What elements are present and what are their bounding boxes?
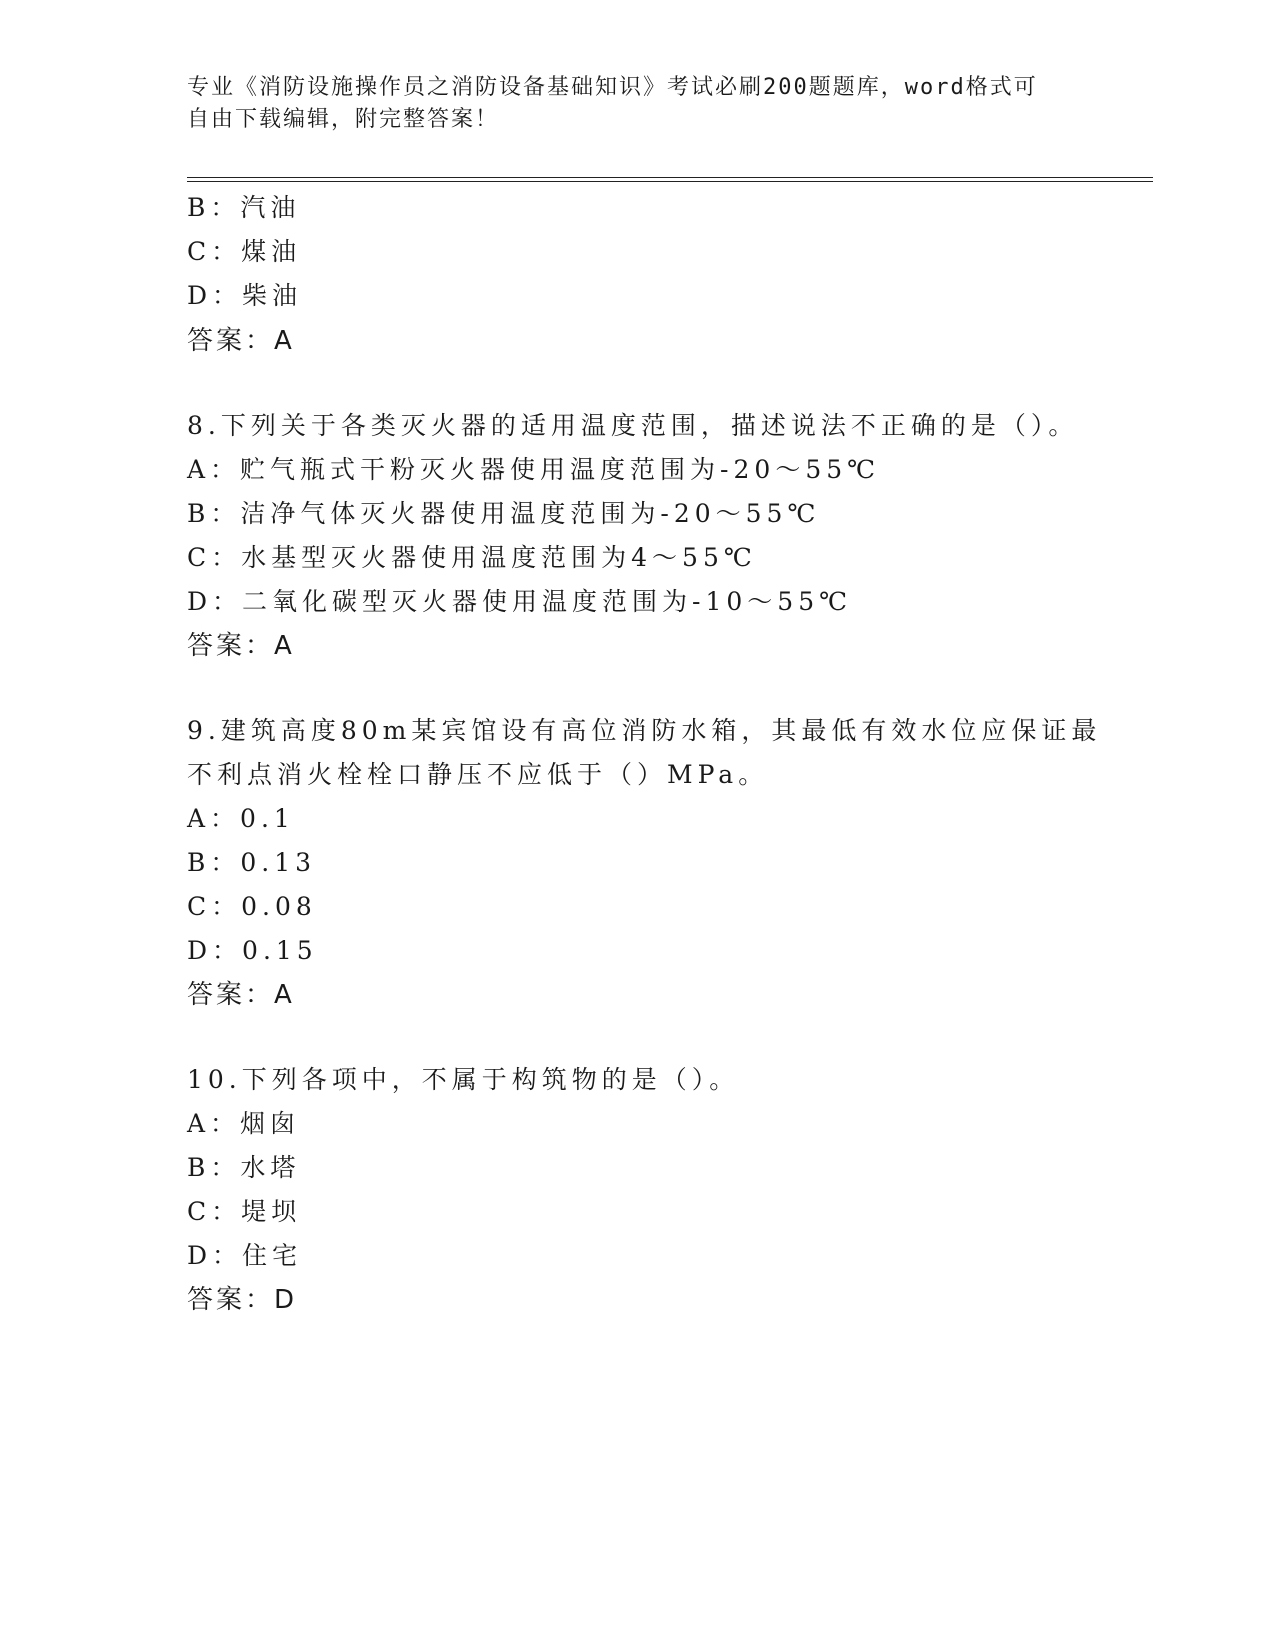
header-divider-top (187, 177, 1153, 178)
q7-option-c: C：煤油 (187, 237, 302, 266)
q10-option-d: D：住宅 (187, 1241, 303, 1270)
q10-option-a: A：烟囱 (187, 1109, 301, 1138)
q10-option-c: C：堤坝 (187, 1197, 302, 1226)
q7-option-b: B：汽油 (187, 193, 301, 222)
q8-option-c: C：水基型灭火器使用温度范围为4～55℃ (187, 543, 757, 572)
q9-option-d: D：0.15 (187, 936, 318, 965)
q8-option-d: D：二氧化碳型灭火器使用温度范围为-10～55℃ (187, 587, 853, 616)
q8-answer: 答案：A (187, 631, 295, 661)
q7-answer: 答案：A (187, 326, 295, 356)
q8-option-a: A：贮气瓶式干粉灭火器使用温度范围为-20～55℃ (187, 455, 881, 484)
header-divider-bottom (187, 181, 1153, 182)
q9-stem-line-1: 9.建筑高度80m某宾馆设有高位消防水箱，其最低有效水位应保证最 (187, 716, 1102, 745)
q10-option-b: B：水塔 (187, 1153, 301, 1182)
q8-stem: 8.下列关于各类灭火器的适用温度范围，描述说法不正确的是（）。 (187, 411, 1079, 440)
q9-option-a: A：0.1 (187, 804, 295, 833)
page-header (187, 72, 1067, 136)
header-line-1: 专业《消防设施操作员之消防设备基础知识》考试必刷200题题库，word格式可 (187, 75, 1038, 100)
q10-stem: 10.下列各项中，不属于构筑物的是（）。 (187, 1065, 740, 1094)
header-line-2: 自由下载编辑，附完整答案！ (187, 107, 500, 132)
q7-option-d: D：柴油 (187, 281, 303, 310)
q9-option-b: B：0.13 (187, 848, 317, 877)
q8-option-b: B：洁净气体灭火器使用温度范围为-20～55℃ (187, 499, 821, 528)
q10-answer: 答案：D (187, 1285, 298, 1315)
q9-stem-line-2: 不利点消火栓栓口静压不应低于（）MPa。 (187, 760, 769, 789)
q9-option-c: C：0.08 (187, 892, 317, 921)
q9-answer: 答案：A (187, 980, 295, 1010)
